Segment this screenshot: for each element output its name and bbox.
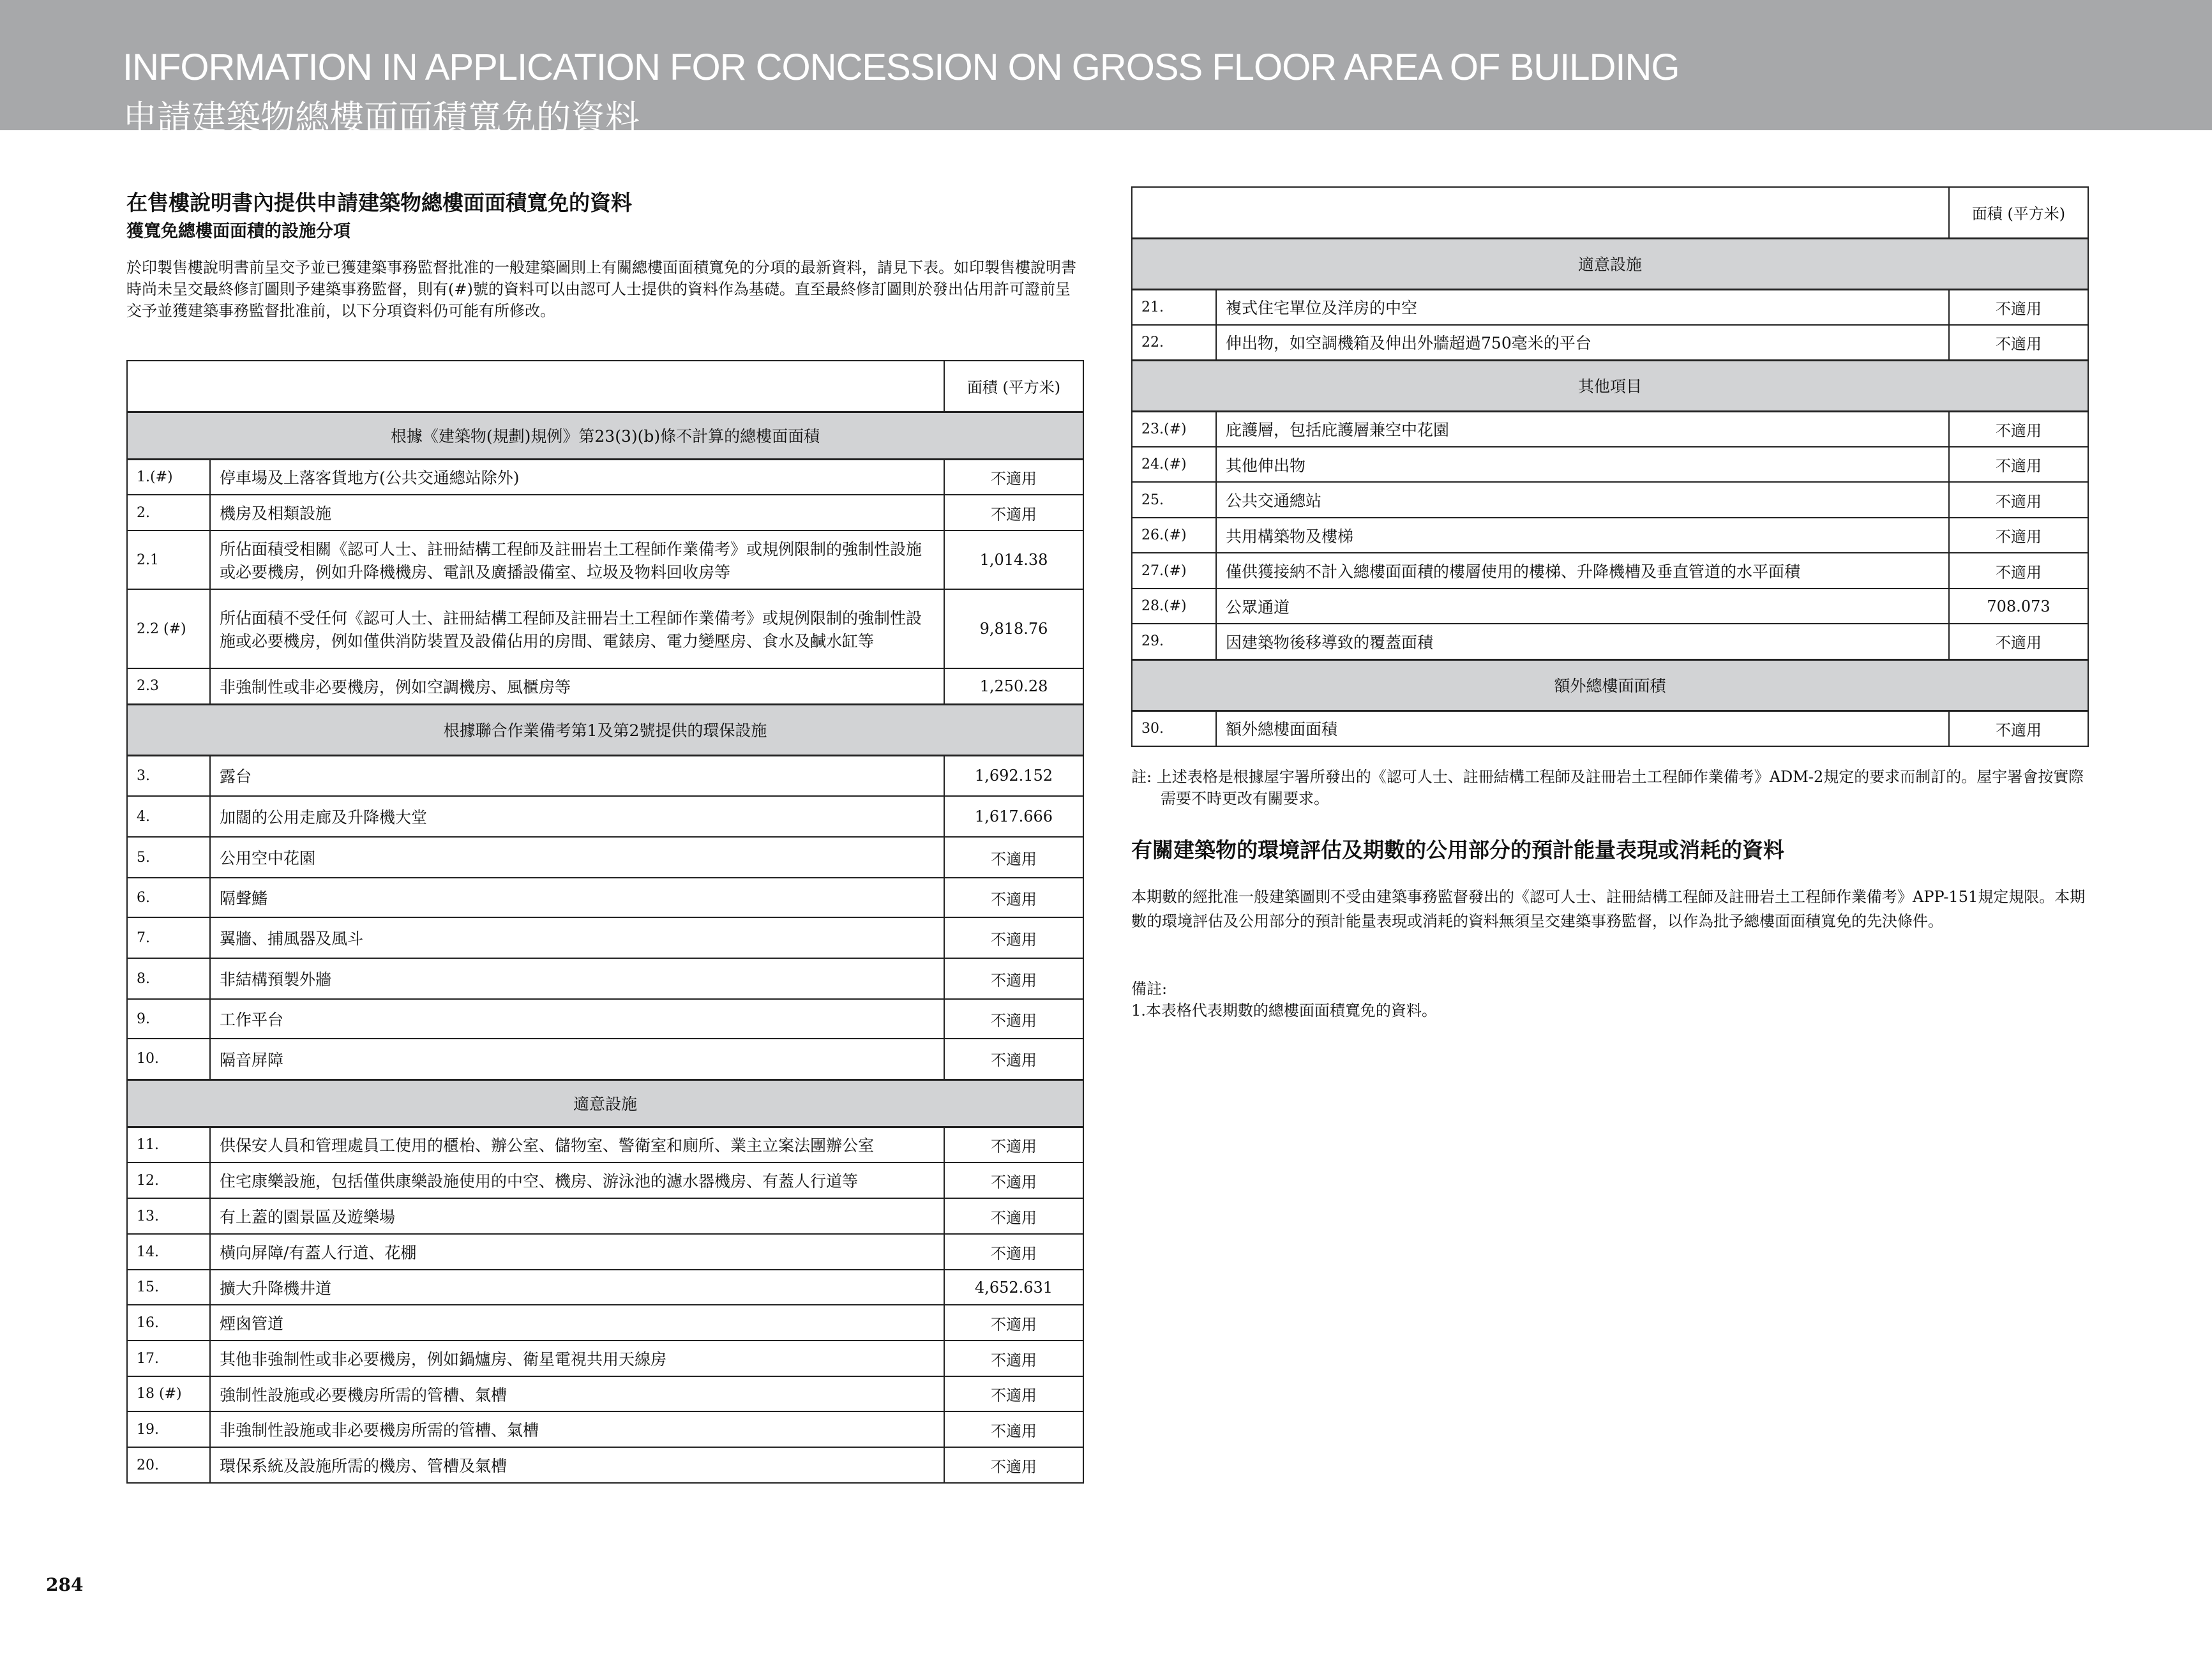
item-area-value: 不適用	[944, 1341, 1083, 1376]
item-area-value: 不適用	[1949, 411, 2088, 447]
item-area-value: 不適用	[944, 999, 1083, 1039]
table-row	[127, 1039, 1083, 1079]
item-area-value: 708.073	[1949, 589, 2088, 624]
item-description: 隔音屏障	[210, 1039, 944, 1079]
table-row	[1132, 589, 2088, 624]
table-row	[127, 1447, 1083, 1483]
table-row	[127, 755, 1083, 796]
table-row	[1132, 710, 2088, 746]
item-description: 非結構預製外牆	[210, 958, 944, 999]
item-description: 煙囪管道	[210, 1305, 944, 1341]
section-label: 額外總樓面面積	[1132, 659, 2088, 710]
item-description: 停車場及上落客貨地方(公共交通總站除外)	[210, 459, 944, 495]
item-number: 20.	[127, 1447, 210, 1483]
table-note: 註: 上述表格是根據屋宇署所發出的《認可人士、註冊結構工程師及註冊岩土工程師作業備考》ADM-2規定的要求而制訂的。屋宇署會按實際需要不時更改有關要求。	[1131, 768, 2084, 808]
item-area-value: 不適用	[944, 1411, 1083, 1447]
table-row	[1132, 518, 2088, 553]
item-number: 15.	[127, 1270, 210, 1305]
item-description: 公用空中花園	[210, 837, 944, 878]
item-area-value: 不適用	[1949, 325, 2088, 360]
table-body	[1132, 187, 2088, 746]
item-number: 2.2 (#)	[127, 589, 210, 668]
table-row	[127, 1376, 1083, 1411]
table-row	[127, 459, 1083, 495]
gfa-concession-table-right	[1131, 186, 2089, 747]
item-number: 2.	[127, 495, 210, 530]
item-area-value: 不適用	[944, 917, 1083, 958]
remark-title: 備註:	[1131, 980, 1168, 998]
item-description: 橫向屏障/有蓋人行道、花棚	[210, 1234, 944, 1270]
item-area-value: 不適用	[1949, 518, 2088, 553]
item-description: 環保系統及設施所需的機房、管槽及氣槽	[210, 1447, 944, 1483]
item-area-value: 4,652.631	[944, 1270, 1083, 1305]
item-number: 22.	[1132, 325, 1216, 360]
item-area-value: 1,692.152	[944, 755, 1083, 796]
section-header-row	[127, 412, 1083, 459]
item-number: 3.	[127, 755, 210, 796]
header-blank-cell	[1132, 187, 1949, 238]
item-description: 翼牆、捕風器及風斗	[210, 917, 944, 958]
section-label: 根據《建築物(規劃)規例》第23(3)(b)條不計算的總樓面面積	[127, 412, 1083, 459]
section-header-row	[127, 1079, 1083, 1127]
remark-text: 1.本表格代表期數的總樓面面積寬免的資料。	[1131, 1002, 1437, 1019]
intro-paragraph: 於印製售樓說明書前呈交予並已獲建築事務監督批准的一般建築圖則上有關總樓面面積寬免的分項的最新資料，請見下表。如印製售樓說明書時尚未呈交最終修訂圖則予建築事務監督，則有(#)號的資料可以由認可人士提供的資料作為基礎。直至最終修訂圖則於發出佔用許可證前呈交予並獲建築事務監督批准前，以下分項資料仍可能有所修改。	[126, 259, 1076, 320]
section-header-row	[1132, 659, 2088, 710]
item-area-value: 不適用	[944, 1447, 1083, 1483]
item-number: 16.	[127, 1305, 210, 1341]
item-number: 11.	[127, 1127, 210, 1162]
section-label: 其他項目	[1132, 360, 2088, 411]
section-label: 適意設施	[127, 1079, 1083, 1127]
item-area-value: 不適用	[944, 1039, 1083, 1079]
item-number: 13.	[127, 1198, 210, 1234]
table-row	[127, 1162, 1083, 1198]
item-description: 共用構築物及樓梯	[1216, 518, 1949, 553]
item-area-value: 不適用	[1949, 710, 2088, 746]
table-row	[127, 1305, 1083, 1341]
item-area-value: 不適用	[944, 1162, 1083, 1198]
table-body	[127, 361, 1083, 1483]
item-description: 隔聲鰭	[210, 878, 944, 917]
item-area-value: 9,818.76	[944, 589, 1083, 668]
table-header-row	[1132, 187, 2088, 238]
item-number: 8.	[127, 958, 210, 999]
item-area-value: 1,617.666	[944, 796, 1083, 837]
item-area-value: 不適用	[944, 878, 1083, 917]
section-label: 根據聯合作業備考第1及第2號提供的環保設施	[127, 704, 1083, 755]
item-area-value: 1,250.28	[944, 668, 1083, 704]
item-description: 額外總樓面面積	[1216, 710, 1949, 746]
item-description: 公眾通道	[1216, 589, 1949, 624]
item-number: 2.3	[127, 668, 210, 704]
item-description: 工作平台	[210, 999, 944, 1039]
item-area-value: 不適用	[944, 837, 1083, 878]
item-number: 9.	[127, 999, 210, 1039]
table-row	[127, 1270, 1083, 1305]
table-row	[127, 495, 1083, 530]
item-area-value: 不適用	[944, 1127, 1083, 1162]
table-row	[127, 796, 1083, 837]
item-description: 其他非強制性或非必要機房，例如鍋爐房、衛星電視共用天線房	[210, 1341, 944, 1376]
item-description: 供保安人員和管理處員工使用的櫃枱、辦公室、儲物室、警衛室和廁所、業主立案法團辦公室	[210, 1127, 944, 1162]
table-row	[127, 1198, 1083, 1234]
item-area-value: 不適用	[1949, 447, 2088, 482]
page-number: 284	[46, 1574, 84, 1595]
item-number: 12.	[127, 1162, 210, 1198]
item-number: 21.	[1132, 289, 1216, 325]
item-area-value: 不適用	[944, 495, 1083, 530]
area-column-header: 面積 (平方米)	[944, 361, 1083, 412]
item-area-value: 不適用	[944, 1198, 1083, 1234]
table-row	[127, 530, 1083, 589]
banner-title-zh: 申請建築物總樓面面積寬免的資料	[123, 98, 640, 138]
table-row	[1132, 553, 2088, 589]
item-description: 伸出物，如空調機箱及伸出外牆超過750毫米的平台	[1216, 325, 1949, 360]
item-description: 露台	[210, 755, 944, 796]
table-row	[127, 1234, 1083, 1270]
item-number: 26.(#)	[1132, 518, 1216, 553]
item-area-value: 不適用	[1949, 553, 2088, 589]
item-description: 擴大升降機井道	[210, 1270, 944, 1305]
item-area-value: 不適用	[1949, 624, 2088, 659]
table-header-row	[127, 361, 1083, 412]
item-number: 18 (#)	[127, 1376, 210, 1411]
item-area-value: 不適用	[944, 459, 1083, 495]
header-banner	[0, 0, 2212, 138]
table-row	[1132, 411, 2088, 447]
item-description: 非強制性設施或非必要機房所需的管槽、氣槽	[210, 1411, 944, 1447]
item-description: 因建築物後移導致的覆蓋面積	[1216, 624, 1949, 659]
item-number: 28.(#)	[1132, 589, 1216, 624]
table-row	[127, 999, 1083, 1039]
item-area-value: 不適用	[944, 1234, 1083, 1270]
item-description: 加闊的公用走廊及升降機大堂	[210, 796, 944, 837]
section-heading: 在售樓說明書內提供申請建築物總樓面面積寬免的資料	[126, 190, 632, 215]
item-number: 4.	[127, 796, 210, 837]
remarks	[1131, 978, 1437, 1021]
table-row	[1132, 289, 2088, 325]
table-row	[127, 1411, 1083, 1447]
section-header-row	[1132, 238, 2088, 289]
item-description: 強制性設施或必要機房所需的管槽、氣槽	[210, 1376, 944, 1411]
item-description: 複式住宅單位及洋房的中空	[1216, 289, 1949, 325]
item-area-value: 不適用	[1949, 289, 2088, 325]
table-row	[1132, 482, 2088, 518]
table-row	[1132, 325, 2088, 360]
item-area-value: 1,014.38	[944, 530, 1083, 589]
item-description: 有上蓋的園景區及遊樂場	[210, 1198, 944, 1234]
item-description: 住宅康樂設施，包括僅供康樂設施使用的中空、機房、游泳池的濾水器機房、有蓋人行道等	[210, 1162, 944, 1198]
section-header-row	[127, 704, 1083, 755]
item-description: 其他伸出物	[1216, 447, 1949, 482]
item-number: 23.(#)	[1132, 411, 1216, 447]
item-description: 機房及相類設施	[210, 495, 944, 530]
table-row	[127, 837, 1083, 878]
table-row	[127, 589, 1083, 668]
table-row	[1132, 624, 2088, 659]
table-row	[1132, 447, 2088, 482]
item-number: 29.	[1132, 624, 1216, 659]
table-row	[127, 878, 1083, 917]
section-subheading: 獲寬免總樓面面積的設施分項	[126, 222, 350, 241]
item-number: 6.	[127, 878, 210, 917]
table-row	[127, 958, 1083, 999]
section-header-row	[1132, 360, 2088, 411]
energy-section-heading: 有關建築物的環境評估及期數的公用部分的預計能量表現或消耗的資料	[1131, 838, 1784, 862]
gfa-concession-table-left	[126, 360, 1084, 1484]
item-description: 僅供獲接納不計入總樓面面積的樓層使用的樓梯、升降機槽及垂直管道的水平面積	[1216, 553, 1949, 589]
item-number: 10.	[127, 1039, 210, 1079]
item-number: 24.(#)	[1132, 447, 1216, 482]
section-label: 適意設施	[1132, 238, 2088, 289]
banner-title-en: INFORMATION IN APPLICATION FOR CONCESSION ON GROSS FLOOR AREA OF BUILDING	[123, 47, 1680, 88]
item-number: 25.	[1132, 482, 1216, 518]
item-area-value: 不適用	[944, 1376, 1083, 1411]
item-number: 19.	[127, 1411, 210, 1447]
item-number: 30.	[1132, 710, 1216, 746]
item-number: 14.	[127, 1234, 210, 1270]
area-column-header: 面積 (平方米)	[1949, 187, 2088, 238]
item-description: 所佔面積不受任何《認可人士、註冊結構工程師及註冊岩土工程師作業備考》或規例限制的強制性設施或必要機房，例如僅供消防裝置及設備佔用的房間、電錶房、電力變壓房、食水及鹹水缸等	[210, 589, 944, 668]
item-description: 庇護層，包括庇護層兼空中花園	[1216, 411, 1949, 447]
item-description: 所佔面積受相關《認可人士、註冊結構工程師及註冊岩土工程師作業備考》或規例限制的強制性設施或必要機房，例如升降機機房、電訊及廣播設備室、垃圾及物料回收房等	[210, 530, 944, 589]
item-number: 7.	[127, 917, 210, 958]
item-number: 1.(#)	[127, 459, 210, 495]
item-description: 非強制性或非必要機房，例如空調機房、風櫃房等	[210, 668, 944, 704]
item-number: 2.1	[127, 530, 210, 589]
table-row	[127, 1341, 1083, 1376]
item-number: 5.	[127, 837, 210, 878]
header-blank-cell	[127, 361, 944, 412]
item-area-value: 不適用	[944, 958, 1083, 999]
item-number: 27.(#)	[1132, 553, 1216, 589]
item-area-value: 不適用	[944, 1305, 1083, 1341]
energy-section-paragraph: 本期數的經批准一般建築圖則不受由建築事務監督發出的《認可人士、註冊結構工程師及註冊岩土工程師作業備考》APP-151規定規限。本期數的環境評估及公用部分的預計能量表現或消耗的資料無須呈交建築事務監督，以作為批予總樓面面積寬免的先決條件。	[1131, 888, 2086, 930]
table-row	[127, 668, 1083, 704]
table-row	[127, 917, 1083, 958]
item-description: 公共交通總站	[1216, 482, 1949, 518]
table-row	[127, 1127, 1083, 1162]
item-area-value: 不適用	[1949, 482, 2088, 518]
item-number: 17.	[127, 1341, 210, 1376]
